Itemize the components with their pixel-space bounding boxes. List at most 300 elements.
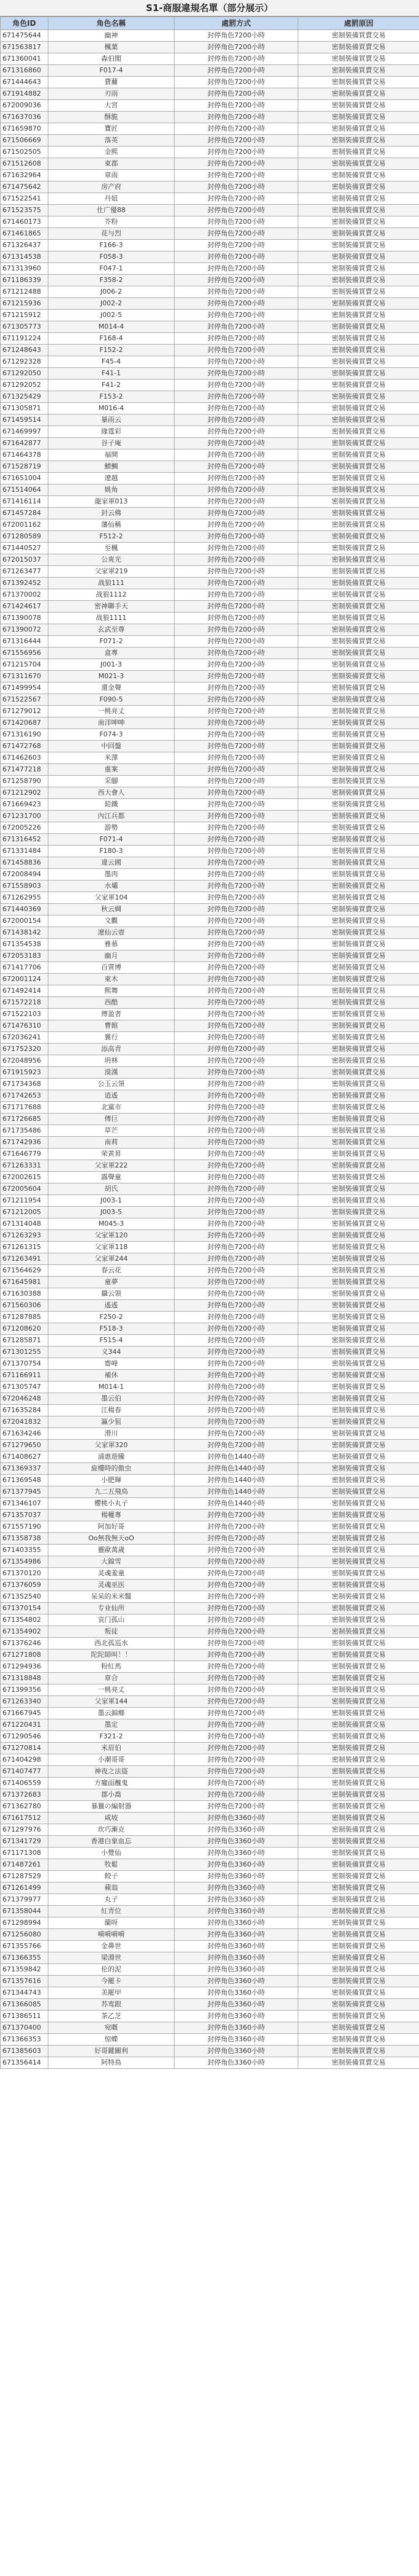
cell-role-id: 671341729 <box>1 1836 48 1848</box>
cell-role-name: F41-1 <box>48 368 175 380</box>
cell-penalty: 封停角色7200小時 <box>175 473 298 484</box>
table-row <box>1 834 419 846</box>
table-row <box>1 1789 419 1801</box>
cell-penalty: 封停角色7200小時 <box>175 1277 298 1288</box>
cell-reason: 密制裝備買賣交易 <box>298 566 419 578</box>
cell-role-id: 671460173 <box>1 216 48 228</box>
cell-penalty: 封停角色1440小時 <box>175 1451 298 1463</box>
cell-role-name: 方寵面醜鬼 <box>48 1778 175 1789</box>
cell-reason: 密制裝備買賣交易 <box>298 1778 419 1789</box>
cell-penalty: 封停角色7200小時 <box>175 1556 298 1568</box>
table-row <box>1 251 419 263</box>
cell-penalty: 封停角色7200小時 <box>175 659 298 671</box>
cell-role-id: 671370400 <box>1 2022 48 2034</box>
table-row <box>1 1090 419 1102</box>
cell-role-id: 671369337 <box>1 1463 48 1475</box>
cell-penalty: 封停角色7200小時 <box>175 613 298 624</box>
cell-reason: 密制裝備買賣交易 <box>298 1393 419 1405</box>
cell-role-name: 大錦雪 <box>48 1556 175 1568</box>
cell-role-name: 暴雨云 <box>48 415 175 426</box>
cell-reason: 密制裝備買賣交易 <box>298 1475 419 1486</box>
table-row <box>1 1463 419 1475</box>
table-row <box>1 182 419 193</box>
table-row <box>1 950 419 962</box>
cell-role-id: 672002615 <box>1 1172 48 1183</box>
cell-role-name: 战狼1112 <box>48 589 175 601</box>
table-row <box>1 892 419 904</box>
table-row <box>1 65 419 77</box>
cell-role-id: 672001162 <box>1 519 48 531</box>
cell-role-name: 父家軍222 <box>48 1160 175 1172</box>
cell-role-id: 671208620 <box>1 1323 48 1335</box>
cell-role-name: 嗬嗬嗬嗬 <box>48 1929 175 1941</box>
cell-role-id: 671357037 <box>1 1510 48 1521</box>
cell-reason: 密制裝備買賣交易 <box>298 1195 419 1207</box>
table-row <box>1 1032 419 1044</box>
cell-reason: 密制裝備買賣交易 <box>298 892 419 904</box>
cell-role-id: 671637036 <box>1 112 48 123</box>
table-row <box>1 1300 419 1312</box>
table-row <box>1 1347 419 1358</box>
cell-reason: 密制裝備買賣交易 <box>298 962 419 974</box>
cell-reason: 密制裝備買賣交易 <box>298 333 419 345</box>
table-row <box>1 321 419 333</box>
table-row <box>1 857 419 869</box>
cell-role-name: 游勢 <box>48 822 175 834</box>
cell-role-id: 671392452 <box>1 578 48 589</box>
cell-reason: 密制裝備買賣交易 <box>298 1288 419 1300</box>
cell-penalty: 封停角色7200小時 <box>175 123 298 135</box>
table-row <box>1 42 419 53</box>
cell-role-id: 671369548 <box>1 1475 48 1486</box>
cell-penalty: 封停角色7200小時 <box>175 100 298 112</box>
cell-role-id: 671487261 <box>1 1859 48 1871</box>
table-row <box>1 123 419 135</box>
cell-reason: 密制裝備買賣交易 <box>298 1731 419 1743</box>
cell-role-name: 雅慕 <box>48 939 175 950</box>
cell-role-name: 文觀 <box>48 915 175 927</box>
cell-role-id: 671440527 <box>1 543 48 554</box>
cell-role-id: 671301255 <box>1 1347 48 1358</box>
cell-reason: 密制裝備買賣交易 <box>298 1382 419 1393</box>
cell-reason: 密制裝備買賣交易 <box>298 1347 419 1358</box>
cell-penalty: 封停角色7200小時 <box>175 88 298 100</box>
cell-reason: 密制裝備買賣交易 <box>298 42 419 53</box>
cell-role-id: 671279650 <box>1 1440 48 1451</box>
table-row <box>1 1137 419 1148</box>
table-row <box>1 216 419 228</box>
cell-role-id: 671358044 <box>1 1906 48 1917</box>
table-row <box>1 1603 419 1615</box>
cell-penalty: 封停角色7200小時 <box>175 1428 298 1440</box>
cell-reason: 密制裝備買賣交易 <box>298 1661 419 1673</box>
cell-role-id: 671475644 <box>1 30 48 42</box>
cell-reason: 密制裝備買賣交易 <box>298 1568 419 1580</box>
cell-role-name: 惊蝶 <box>48 2034 175 2046</box>
cell-penalty: 封停角色7200小時 <box>175 310 298 321</box>
cell-role-id: 671171308 <box>1 1848 48 1859</box>
cell-role-id: 671297976 <box>1 1824 48 1836</box>
cell-role-id: 671271808 <box>1 1649 48 1661</box>
cell-role-id: 671287885 <box>1 1312 48 1323</box>
cell-penalty: 封停角色7200小時 <box>175 962 298 974</box>
cell-role-name: 滑川 <box>48 1428 175 1440</box>
table-row <box>1 648 419 659</box>
cell-reason: 密制裝備買賣交易 <box>298 228 419 240</box>
cell-reason: 密制裝備買賣交易 <box>298 1405 419 1416</box>
table-row <box>1 1079 419 1090</box>
table-row <box>1 519 419 531</box>
cell-penalty: 封停角色7200小時 <box>175 449 298 461</box>
cell-penalty: 封停角色7200小時 <box>175 1649 298 1661</box>
cell-role-id: 671292328 <box>1 356 48 368</box>
table-row <box>1 1615 419 1626</box>
cell-reason: 密制裝備買賣交易 <box>298 65 419 77</box>
cell-reason: 密制裝備買賣交易 <box>298 1801 419 1813</box>
cell-reason: 密制裝備買賣交易 <box>298 578 419 589</box>
cell-role-name: 江楊春 <box>48 1405 175 1416</box>
table-row <box>1 1405 419 1416</box>
cell-reason: 密制裝備買賣交易 <box>298 1673 419 1684</box>
cell-penalty: 封停角色7200小時 <box>175 554 298 566</box>
table-row <box>1 368 419 380</box>
cell-role-id: 671376246 <box>1 1638 48 1649</box>
cell-reason: 密制裝備買賣交易 <box>298 1125 419 1137</box>
cell-role-name: J002-2 <box>48 298 175 310</box>
cell-role-id: 671326437 <box>1 240 48 251</box>
cell-reason: 密制裝備買賣交易 <box>298 484 419 496</box>
cell-role-name: 章合 <box>48 1673 175 1684</box>
cell-role-name: 郡小喬 <box>48 1789 175 1801</box>
cell-reason: 密制裝備買賣交易 <box>298 636 419 648</box>
cell-penalty: 封停角色3360小時 <box>175 1952 298 1964</box>
cell-role-id: 671915923 <box>1 1067 48 1079</box>
cell-reason: 密制裝備買賣交易 <box>298 950 419 962</box>
cell-reason: 密制裝備買賣交易 <box>298 1067 419 1079</box>
cell-role-id: 671572218 <box>1 997 48 1009</box>
cell-role-id: 671360041 <box>1 53 48 65</box>
table-row <box>1 799 419 811</box>
cell-reason: 密制裝備買賣交易 <box>298 1207 419 1218</box>
cell-role-name: 補休 <box>48 1370 175 1382</box>
cell-role-id: 671404298 <box>1 1754 48 1766</box>
cell-role-id: 671646779 <box>1 1148 48 1160</box>
cell-reason: 密制裝備買賣交易 <box>298 1999 419 2011</box>
cell-role-name: F074-3 <box>48 729 175 741</box>
cell-role-id: 671472768 <box>1 741 48 752</box>
cell-role-name: 灵魂羞童 <box>48 1568 175 1580</box>
ban-table <box>0 17 419 2069</box>
cell-role-id: 672041832 <box>1 1416 48 1428</box>
cell-reason: 密制裝備買賣交易 <box>298 1684 419 1696</box>
cell-penalty: 封停角色7200小時 <box>175 147 298 158</box>
cell-reason: 密制裝備買賣交易 <box>298 1952 419 1964</box>
cell-reason: 密制裝備買賣交易 <box>298 310 419 321</box>
cell-role-id: 671292052 <box>1 380 48 391</box>
cell-role-id: 671313960 <box>1 263 48 275</box>
cell-reason: 密制裝備買賣交易 <box>298 1754 419 1766</box>
cell-role-name: 童夢 <box>48 1277 175 1288</box>
cell-role-id: 671359842 <box>1 1964 48 1976</box>
cell-reason: 密制裝備買賣交易 <box>298 869 419 881</box>
table-row <box>1 915 419 927</box>
table-row <box>1 2046 419 2057</box>
header-penalty: 處罰方式 <box>175 17 298 30</box>
cell-role-name: 梁淵世 <box>48 1952 175 1964</box>
cell-reason: 密制裝備買賣交易 <box>298 1976 419 1987</box>
cell-role-name: 東郡 <box>48 158 175 170</box>
cell-role-id: 671212005 <box>1 1207 48 1218</box>
cell-reason: 密制裝備買賣交易 <box>298 531 419 543</box>
cell-penalty: 封停角色7200小時 <box>175 671 298 682</box>
cell-reason: 密制裝備買賣交易 <box>298 356 419 368</box>
cell-reason: 密制裝備買賣交易 <box>298 123 419 135</box>
cell-role-name: 芥粉 <box>48 216 175 228</box>
cell-penalty: 封停角色7200小時 <box>175 799 298 811</box>
cell-reason: 密制裝備買賣交易 <box>298 1603 419 1615</box>
cell-role-name: 陀陀師叫！！ <box>48 1649 175 1661</box>
table-row <box>1 170 419 182</box>
cell-penalty: 封停角色3360小時 <box>175 2022 298 2034</box>
cell-role-name: J003-1 <box>48 1195 175 1207</box>
cell-reason: 密制裝備買賣交易 <box>298 1743 419 1754</box>
table-row <box>1 1451 419 1463</box>
cell-role-name: 幽神 <box>48 30 175 42</box>
cell-penalty: 封停角色7200小時 <box>175 1591 298 1603</box>
cell-role-name: 坍林 <box>48 1055 175 1067</box>
cell-reason: 密制裝備買賣交易 <box>298 1463 419 1475</box>
cell-reason: 密制裝備買賣交易 <box>298 1102 419 1114</box>
header-reason: 處罰原因 <box>298 17 419 30</box>
table-row <box>1 682 419 694</box>
cell-role-id: 671358738 <box>1 1533 48 1545</box>
table-row <box>1 1708 419 1719</box>
table-row <box>1 2057 419 2069</box>
cell-reason: 密制裝備買賣交易 <box>298 776 419 787</box>
cell-role-name: F047-1 <box>48 263 175 275</box>
cell-reason: 密制裝備買賣交易 <box>298 659 419 671</box>
cell-penalty: 封停角色7200小時 <box>175 65 298 77</box>
cell-reason: 密制裝備買賣交易 <box>298 752 419 764</box>
table-row <box>1 1323 419 1335</box>
table-row <box>1 1416 419 1428</box>
table-row <box>1 263 419 275</box>
table-row <box>1 1020 419 1032</box>
table-row <box>1 1358 419 1370</box>
cell-penalty: 封停角色7200小時 <box>175 1207 298 1218</box>
cell-penalty: 封停角色7200小時 <box>175 519 298 531</box>
cell-role-name: 還金聲 <box>48 682 175 694</box>
cell-role-name: 秋云綢 <box>48 904 175 915</box>
cell-role-id: 671270814 <box>1 1743 48 1754</box>
table-row <box>1 1813 419 1824</box>
cell-reason: 密制裝備買賣交易 <box>298 694 419 706</box>
cell-role-id: 671438142 <box>1 927 48 939</box>
cell-penalty: 封停角色3360小時 <box>175 1882 298 1894</box>
cell-reason: 密制裝備買賣交易 <box>298 1230 419 1242</box>
cell-role-name: 金熙 <box>48 147 175 158</box>
table-row <box>1 1440 419 1451</box>
cell-role-name: 父家軍244 <box>48 1253 175 1265</box>
table-row <box>1 1510 419 1521</box>
cell-role-id: 671379977 <box>1 1894 48 1906</box>
table-row <box>1 1055 419 1067</box>
cell-reason: 密制裝備買賣交易 <box>298 77 419 88</box>
cell-role-name: 战狼111 <box>48 578 175 589</box>
cell-role-id: 671475642 <box>1 182 48 193</box>
cell-penalty: 封停角色7200小時 <box>175 228 298 240</box>
cell-role-id: 671290546 <box>1 1731 48 1743</box>
cell-penalty: 封停角色7200小時 <box>175 182 298 193</box>
table-row <box>1 1312 419 1323</box>
cell-penalty: 封停角色3360小時 <box>175 1871 298 1882</box>
cell-penalty: 封停角色7200小時 <box>175 356 298 368</box>
table-row <box>1 1976 419 1987</box>
table-row <box>1 1929 419 1941</box>
cell-reason: 密制裝備買賣交易 <box>298 368 419 380</box>
cell-penalty: 封停角色7200小時 <box>175 1615 298 1626</box>
table-row <box>1 1335 419 1347</box>
cell-role-id: 671390072 <box>1 624 48 636</box>
cell-reason: 密制裝備買賣交易 <box>298 193 419 205</box>
cell-penalty: 封停角色7200小時 <box>175 1242 298 1253</box>
cell-role-name: F152-2 <box>48 345 175 356</box>
cell-reason: 密制裝備買賣交易 <box>298 2057 419 2069</box>
cell-role-id: 671406559 <box>1 1778 48 1789</box>
cell-role-id: 671314538 <box>1 251 48 263</box>
cell-penalty: 封停角色7200小時 <box>175 1521 298 1533</box>
cell-role-name: 幽月 <box>48 950 175 962</box>
cell-penalty: 封停角色7200小時 <box>175 974 298 985</box>
cell-role-id: 671564629 <box>1 1265 48 1277</box>
table-row <box>1 1626 419 1638</box>
cell-role-name: J006-2 <box>48 286 175 298</box>
cell-reason: 密制裝備買賣交易 <box>298 1079 419 1090</box>
table-row <box>1 1277 419 1288</box>
cell-penalty: 封停角色7200小時 <box>175 286 298 298</box>
cell-penalty: 封停角色7200小時 <box>175 927 298 939</box>
table-row <box>1 1556 419 1568</box>
cell-reason: 密制裝備買賣交易 <box>298 1871 419 1882</box>
cell-role-id: 671407477 <box>1 1766 48 1778</box>
cell-penalty: 封停角色7200小時 <box>175 1416 298 1428</box>
cell-role-id: 671316444 <box>1 636 48 648</box>
cell-reason: 密制裝備買賣交易 <box>298 1370 419 1382</box>
cell-penalty: 封停角色7200小時 <box>175 53 298 65</box>
cell-reason: 密制裝備買賣交易 <box>298 345 419 356</box>
cell-reason: 密制裝備買賣交易 <box>298 1766 419 1778</box>
cell-penalty: 封停角色3360小時 <box>175 1906 298 1917</box>
cell-penalty: 封停角色7200小時 <box>175 1778 298 1789</box>
table-row <box>1 205 419 216</box>
cell-role-name: 逍遙 <box>48 1090 175 1102</box>
cell-penalty: 封停角色7200小時 <box>175 1696 298 1708</box>
cell-role-name: 咸坡 <box>48 1813 175 1824</box>
cell-role-name: 添高青 <box>48 1044 175 1055</box>
table-row <box>1 1521 419 1533</box>
table-row <box>1 752 419 764</box>
cell-role-id: 672005604 <box>1 1183 48 1195</box>
cell-penalty: 封停角色7200小時 <box>175 1603 298 1615</box>
cell-reason: 密制裝備買賣交易 <box>298 1148 419 1160</box>
cell-role-id: 671502505 <box>1 147 48 158</box>
cell-role-id: 671318848 <box>1 1673 48 1684</box>
cell-penalty: 封停角色7200小時 <box>175 1766 298 1778</box>
cell-role-id: 671514064 <box>1 484 48 496</box>
table-row <box>1 88 419 100</box>
cell-role-name: 重案 <box>48 764 175 776</box>
sheet-title: S1-商服違規名單（部分展示） <box>0 0 419 17</box>
cell-role-id: 671464378 <box>1 449 48 461</box>
cell-role-id: 671220431 <box>1 1719 48 1731</box>
cell-role-name: 采腳 <box>48 776 175 787</box>
cell-role-id: 671287529 <box>1 1871 48 1882</box>
cell-penalty: 封停角色7200小時 <box>175 1148 298 1160</box>
cell-role-name: 遙遙 <box>48 1300 175 1312</box>
cell-penalty: 封停角色7200小時 <box>175 543 298 554</box>
table-row <box>1 1684 419 1696</box>
cell-penalty: 封停角色7200小時 <box>175 939 298 950</box>
cell-role-id: 671305773 <box>1 321 48 333</box>
cell-reason: 密制裝備買賣交易 <box>298 216 419 228</box>
cell-reason: 密制裝備買賣交易 <box>298 1929 419 1941</box>
cell-role-name: F058-3 <box>48 251 175 263</box>
cell-reason: 密制裝備買賣交易 <box>298 811 419 822</box>
cell-reason: 密制裝備買賣交易 <box>298 1242 419 1253</box>
cell-role-name: M014-4 <box>48 321 175 333</box>
cell-penalty: 封停角色7200小時 <box>175 694 298 706</box>
table-row <box>1 578 419 589</box>
cell-penalty: 封停角色7200小時 <box>175 1230 298 1242</box>
table-row <box>1 764 419 776</box>
cell-reason: 密制裝備買賣交易 <box>298 1114 419 1125</box>
cell-role-name: 米澤 <box>48 752 175 764</box>
cell-role-id: 671528719 <box>1 461 48 473</box>
cell-role-name: 九二五飛鳥 <box>48 1486 175 1498</box>
cell-role-name: 漠漢 <box>48 1067 175 1079</box>
cell-penalty: 封停角色7200小時 <box>175 1288 298 1300</box>
cell-reason: 密制裝備買賣交易 <box>298 1312 419 1323</box>
cell-reason: 密制裝備買賣交易 <box>298 461 419 473</box>
table-row <box>1 671 419 682</box>
cell-penalty: 封停角色7200小時 <box>175 438 298 449</box>
cell-role-id: 671560306 <box>1 1300 48 1312</box>
cell-role-name: 寶匠 <box>48 123 175 135</box>
cell-role-id: 671263491 <box>1 1253 48 1265</box>
cell-role-name: F071-4 <box>48 834 175 846</box>
cell-reason: 密制裝備買賣交易 <box>298 764 419 776</box>
table-row <box>1 1952 419 1964</box>
cell-penalty: 封停角色1440小時 <box>175 1498 298 1510</box>
cell-reason: 密制裝備買賣交易 <box>298 275 419 286</box>
table-row <box>1 147 419 158</box>
table-row <box>1 1941 419 1952</box>
cell-role-id: 671314048 <box>1 1218 48 1230</box>
cell-role-name: 哀门孤山 <box>48 1615 175 1626</box>
cell-reason: 密制裝備買賣交易 <box>298 1032 419 1044</box>
cell-role-name: 封云佛 <box>48 508 175 519</box>
cell-reason: 密制裝備買賣交易 <box>298 1591 419 1603</box>
cell-reason: 密制裝備買賣交易 <box>298 2022 419 2034</box>
cell-penalty: 封停角色7200小時 <box>175 298 298 310</box>
cell-penalty: 封停角色7200小時 <box>175 112 298 123</box>
cell-role-name: 落英 <box>48 135 175 147</box>
cell-penalty: 封停角色7200小時 <box>175 1626 298 1638</box>
cell-role-name: 水壩 <box>48 881 175 892</box>
cell-penalty: 封停角色7200小時 <box>175 776 298 787</box>
cell-penalty: 封停角色7200小時 <box>175 566 298 578</box>
cell-role-id: 671248643 <box>1 345 48 356</box>
